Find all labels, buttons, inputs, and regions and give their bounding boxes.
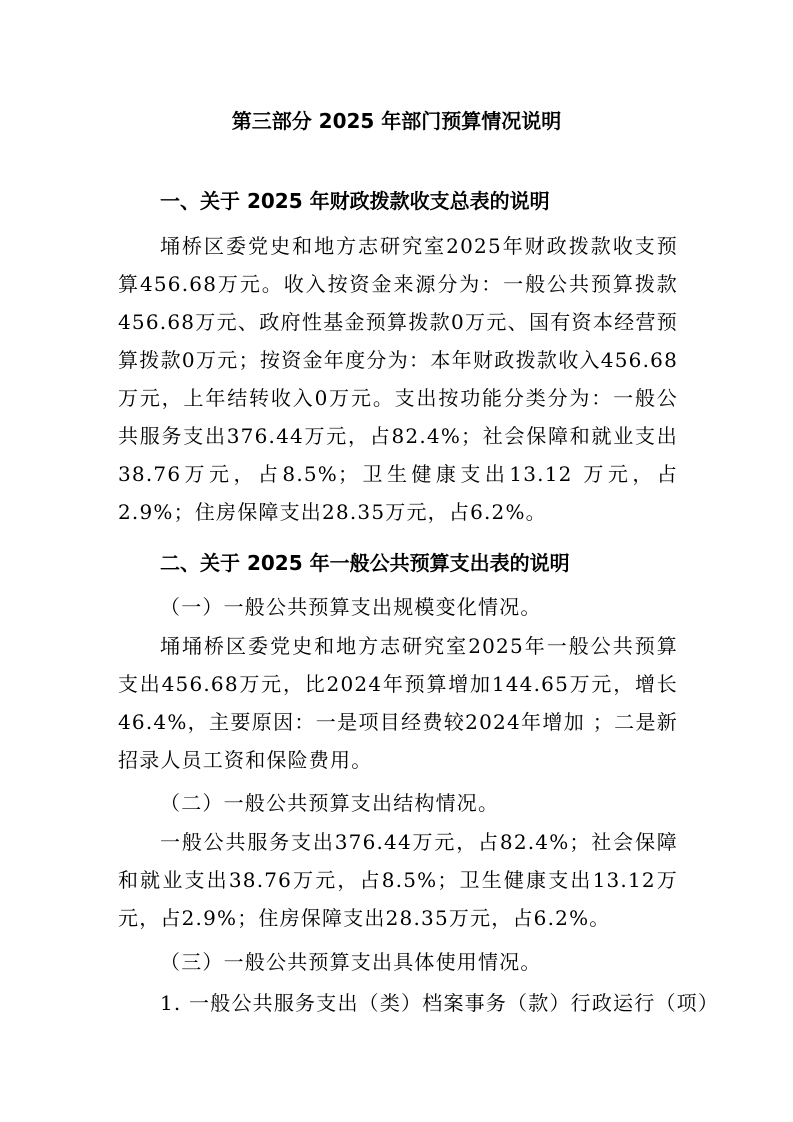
subsection-3-item-1: 1. 一般公共服务支出（类）档案事务（款）行政运行（项） [160, 991, 720, 1015]
subsection-2-paragraph: 一般公共服务支出376.44万元，占82.4%；社会保障和就业支出38.76万元，占8.5%；卫生健康支出13.12万元，占2.9%；住房保障支出28.35万元，占6.2%。 [118, 830, 678, 930]
subsection-2-heading: （二）一般公共预算支出结构情况。 [160, 791, 500, 815]
section-2-heading: 二、关于 2025 年一般公共预算支出表的说明 [160, 551, 570, 575]
subsection-1-paragraph: 埇埇桥区委党史和地方志研究室2025年一般公共预算支出456.68万元，比2024年预算增加144.65万元，增长46.4%，主要原因：一是项目经费较2024年增加 ；二是新招录人员工资和保险费用。 [118, 634, 678, 772]
document-title: 第三部分 2025 年部门预算情况说明 [231, 109, 562, 133]
section-1-paragraph: 埇桥区委党史和地方志研究室2025年财政拨款收支预算456.68万元。收入按资金来源分为：一般公共预算拨款456.68万元、政府性基金预算拨款0万元、国有资本经营预算拨款0万元；按资金年度分为：本年财政拨款收入456.68万元，上年结转收入0万元。支出按功能分类分为：一般公共服务支出376.44万元，占82.4%；社会保障和就业支出38.76万元，占8.5%；卫生健康支出13.12 万元，占2.9%；住房保障支出28.35万元，占6.2%。 [118, 234, 678, 524]
subsection-1-heading: （一）一般公共预算支出规模变化情况。 [160, 595, 542, 619]
subsection-3-heading: （三）一般公共预算支出具体使用情况。 [160, 950, 542, 974]
section-1-heading: 一、关于 2025 年财政拨款收支总表的说明 [160, 189, 550, 213]
